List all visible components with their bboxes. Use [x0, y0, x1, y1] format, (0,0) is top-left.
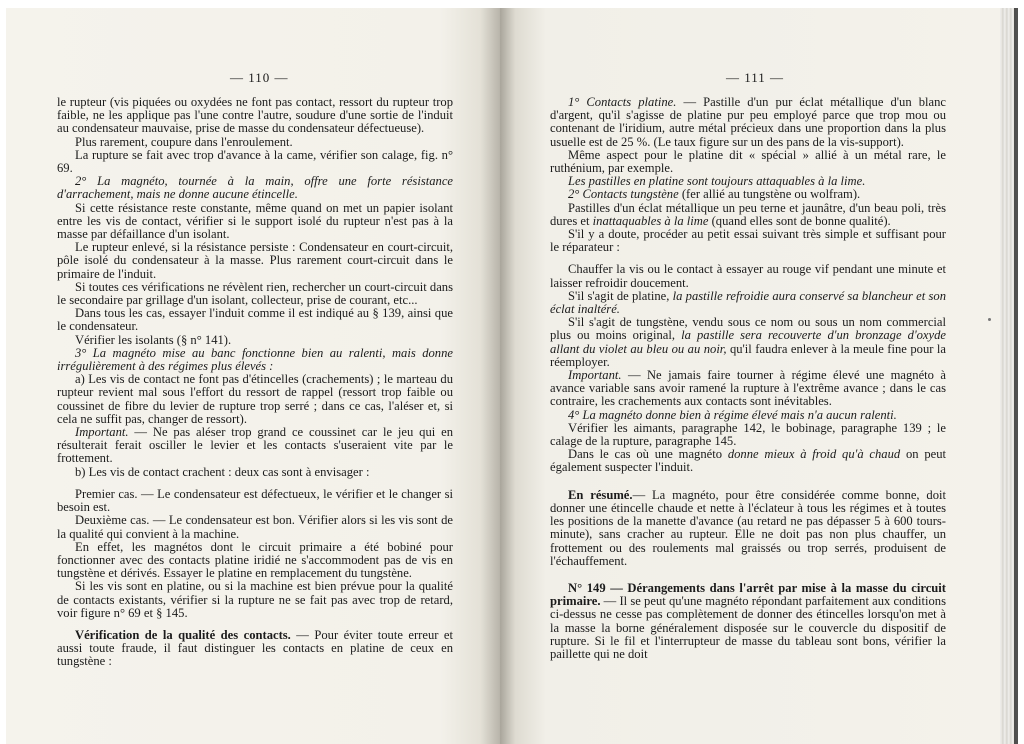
italic-text: 1° Contacts platine. — [568, 95, 677, 109]
paragraph — [57, 580, 453, 620]
paragraph — [550, 316, 946, 369]
text-run: Dans le cas où une magnéto — [568, 447, 728, 462]
text-run: qu'il faudra enlever à la meule fine pour la réemployer. — [550, 341, 946, 369]
paragraph — [550, 263, 946, 289]
text-run: (fer allié au tungstène ou wolfram). — [678, 187, 861, 202]
book-cover-edge — [1014, 8, 1018, 744]
italic-text: 3° La magnéto mise au banc fonctionne bien au ralenti, mais donne irrégulièrement à des régimes plus élevés : — [57, 345, 453, 374]
text-run: b) Les vis de contact crachent : deux cas sont à envisager : — [75, 464, 370, 479]
text-run: Dans tous les cas, essayer l'induit comme il est indiqué au § 139, ainsi que le condensateur. — [57, 306, 453, 334]
page-number-right: — 111 — — [726, 70, 785, 85]
bold-heading: N° 149 — Dérangements dans l'arrêt par mise à la masse du circuit primaire. — [550, 580, 946, 609]
paragraph — [550, 149, 946, 175]
paragraph — [57, 629, 453, 669]
italic-text: la pastille sera recouverte d'un bronzage d'oxyde allant du violet au bleu ou au noir, — [550, 328, 946, 356]
paragraph — [550, 228, 946, 254]
italic-text: Important. — [568, 368, 622, 383]
paragraph — [550, 96, 946, 149]
paragraph — [57, 307, 453, 333]
paragraph — [550, 290, 946, 316]
text-run: La rupture se fait avec trop d'avance à la came, vérifier son calage, fig. n° 69. — [57, 147, 453, 176]
text-run: En effet, les magnétos dont le circuit primaire a été bobiné pour fonctionner avec des contacts platine iridié ne s'accommodent pas de vis en tungstène et dérivés. Essayer le platine en remplacement du tungstène. — [57, 539, 453, 581]
italic-text: la pastille refroidie aura conservé sa blancheur et son éclat inaltéré. — [550, 288, 946, 317]
text-run: — Il se peut qu'une magnéto répondant parfaitement aux conditions ci-dessus ne cesse pas complètement de donner des étincelles lorsqu'on met à la masse la borne généralement disposée sur le couvercle du dispositif de rupture. Si le fil et l'interrupteur de masse du tableau sont bons, vérifier la paillette qui ne doit — [550, 594, 946, 661]
text-run: Vérifier les isolants (§ n° 141). — [75, 332, 232, 347]
italic-text: inattaquables à la lime — [592, 213, 709, 228]
paragraph — [550, 582, 946, 661]
paper-speck — [988, 318, 991, 321]
text-run: Plus rarement, coupure dans l'enroulement. — [75, 134, 293, 149]
text-run: — Ne pas aléser trop grand ce coussinet car le jeu qui en résulterait ferait osciller le levier et les contacts s'useraient vite par le frottement. — [57, 425, 453, 466]
text-run: — La magnéto, pour être considérée comme bonne, doit donner une étincelle chaude et nette à l'éclateur à tous les régimes et à toutes les positions de la manette d'avance (au retard ne pas dépasser 5 à 600 tours-minute), sans cracher au rupteur. Elle ne doit pas non plus chauffer, un frottement ou des roulements mal graissés ou trop serrés, produisent de l'échauffement. — [550, 487, 946, 568]
text-run: Si cette résistance reste constante, même quand on met un papier isolant entre les vis de contact, vérifier si le support isolé du rupteur n'est pas à la masse par défaillance d'un isolant. — [57, 200, 453, 242]
paragraph — [57, 488, 453, 514]
paragraph — [57, 541, 453, 581]
italic-text: Important. — [75, 425, 129, 440]
bold-heading: Vérification de la qualité des contacts. — [75, 627, 291, 642]
paragraph — [550, 202, 946, 228]
text-run: — Ne jamais faire tourner à régime élevé une magnéto à avance variable sans avoir ramené la rupture à l'extrême avance ; dans le cas contraire, les crachements aux contacts sont inévitables. — [550, 368, 946, 409]
text-run: Même aspect pour le platine dit « spécial » allié à un métal rare, le ruthénium, par exemple. — [550, 147, 946, 176]
paragraph — [57, 202, 453, 242]
paragraph — [550, 489, 946, 568]
text-run: Chauffer la vis ou le contact à essayer au rouge vif pendant une minute et laisser refroidir doucement. — [550, 262, 946, 290]
paragraph — [57, 149, 453, 175]
text-run: Premier cas. — Le condensateur est défectueux, le vérifier et le changer si besoin est. — [57, 486, 453, 515]
text-run: — Pour éviter toute erreur et aussi toute fraude, il faut distinguer les contacts en platine de ceux en tungstène : — [57, 627, 453, 669]
italic-text: 4° La magnéto donne bien à régime élevé mais n'a aucun ralenti. — [568, 407, 897, 422]
left-page — [6, 8, 500, 744]
text-run: — Pastille d'un pur éclat métallique d'un blanc d'argent, qu'il s'agisse de platine pur peu employé parce que trop mou ou contenant de l'iridium, autre métal précieux dans une proportion dans la plus usuelle est de 25 %. (Le taux figure sur un des pans de la vis-support). — [550, 95, 946, 149]
paragraph — [57, 466, 453, 479]
bold-heading: En résumé. — [568, 487, 633, 502]
text-run: S'il s'agit de platine, — [568, 288, 673, 303]
right-page — [500, 8, 1012, 744]
page-number-left: — 110 — — [230, 70, 289, 85]
text-run: le rupteur (vis piquées ou oxydées ne font pas contact, ressort du rupteur trop faible, ne les applique pas l'une contre l'autre, soudure d'une sortie de l'induit au condensateur mauvaise, prise de masse du condensateur défectueuse). — [57, 95, 453, 136]
italic-text: 2° La magnéto, tournée à la main, offre une forte résistance d'arrachement, mais ne donne aucune étincelle. — [57, 174, 453, 202]
paragraph — [550, 448, 946, 474]
paragraph — [57, 426, 453, 466]
text-run: Si toutes ces vérifications ne révèlent rien, rechercher un court-circuit dans le secondaire par grillage d'un isolant, collecteur, prise de courant, etc... — [57, 279, 453, 308]
text-run: Pastilles d'un éclat métallique un peu terne et jaunâtre, d'un beau poli, très dures et — [550, 200, 946, 228]
text-run: S'il s'agit de tungstène, vendu sous ce nom ou sous un nom commercial plus ou moins original, — [550, 315, 946, 343]
text-run: Deuxième cas. — Le condensateur est bon. Vérifier alors si les vis sont de la qualité qui convient à la machine. — [57, 513, 453, 541]
text-run: a) Les vis de contact ne font pas d'étincelles (crachements) ; le marteau du rupteur revient mal sous l'effort du ressort de rappel (ressort trop faible ou coussinet de fibre du levier de rupture trop serré ; dans ce cas, l'aléser et, si cela ne suffit pas, changer de ressort). — [57, 372, 453, 426]
text-run: on peut également suspecter l'induit. — [550, 447, 946, 475]
text-run: Le rupteur enlevé, si la résistance persiste : Condensateur en court-circuit, pôle isolé du condensateur à la masse. Plus rarement court-circuit dans le primaire de l'induit. — [57, 240, 453, 281]
paragraph — [57, 514, 453, 540]
paragraph — [550, 369, 946, 409]
paragraph — [57, 281, 453, 307]
paragraph — [57, 373, 453, 426]
text-run: (quand elles sont de bonne qualité). — [708, 213, 891, 228]
paragraph — [57, 96, 453, 136]
right-page-text — [550, 96, 946, 661]
text-run: S'il y a doute, procéder au petit essai suivant très simple et suffisant pour le réparateur : — [550, 227, 946, 255]
paragraph — [550, 422, 946, 448]
paragraph — [57, 241, 453, 281]
paragraph — [57, 175, 453, 201]
text-run: Si les vis sont en platine, ou si la machine est bien prévue pour la qualité de contacts existants, vérifier si la rupture ne se fait pas avec trop de retard, voir figure n° 69 et § 145. — [57, 579, 453, 620]
text-run: Vérifier les aimants, paragraphe 142, le bobinage, paragraphe 139 ; le calage de la rupture, paragraphe 145. — [550, 420, 946, 449]
italic-text: donne mieux à froid qu'à chaud — [727, 447, 901, 462]
paragraph — [57, 347, 453, 373]
left-page-text — [57, 96, 453, 669]
italic-text: Les pastilles en platine sont toujours attaquables à la lime. — [568, 174, 866, 189]
italic-text: 2° Contacts tungstène — [568, 187, 679, 202]
